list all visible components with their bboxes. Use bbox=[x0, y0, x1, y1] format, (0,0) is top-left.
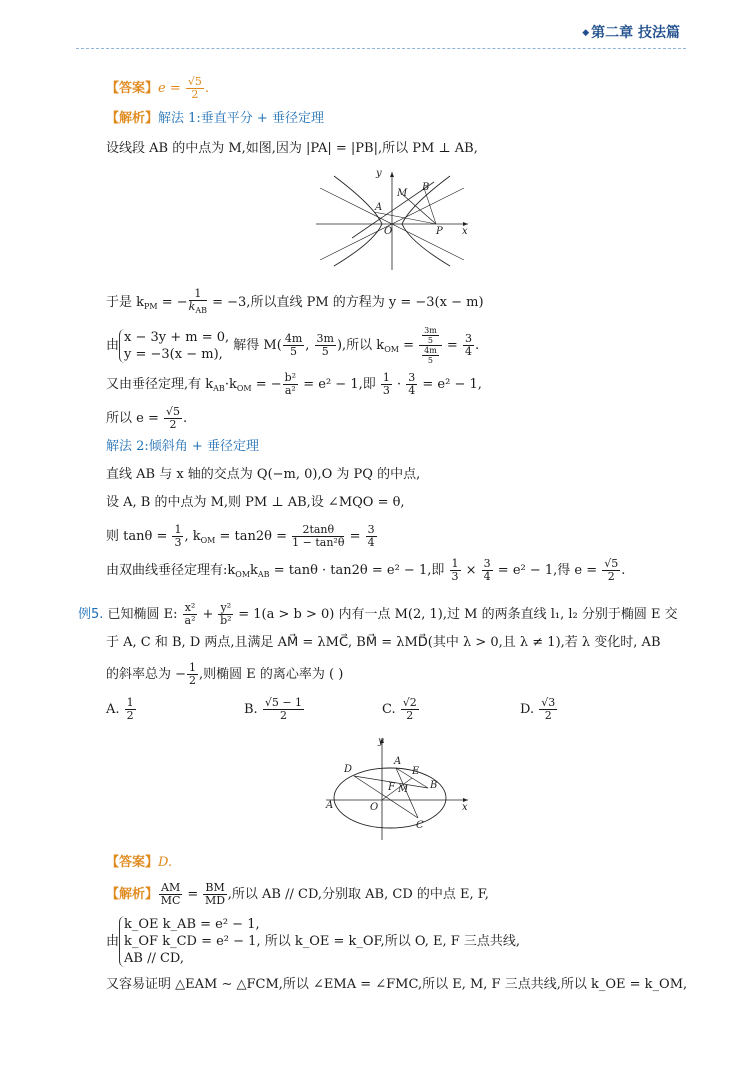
label-f: F bbox=[388, 782, 395, 793]
option-d: D. $\frac{√3}{2}$ bbox=[520, 696, 556, 722]
paragraph-6: 直线 AB 与 x 轴的交点为 Q(−m, 0),O 为 PQ 的中点, bbox=[106, 467, 421, 482]
paragraph-last: 又容易证明 △EAM ∼ △FCM,所以 ∠EMA = ∠FMC,所以 E, M, F 三点共线,所以 k_OE = k_OM, bbox=[106, 977, 688, 992]
label-a: A bbox=[394, 756, 402, 767]
example-label: 例5. bbox=[78, 607, 104, 622]
paragraph-8: 则 tanθ = $\frac{1}{3}$ , $k_{OM} = \tan 2\theta$ = $\frac{2\tan\theta}{\text{1 − tan²θ}}$ = $\frac{3}{4}$ bbox=[106, 523, 375, 549]
answer-1: 【答案】e = $\frac{√5}{2}$ . bbox=[106, 75, 210, 101]
label-b: B bbox=[430, 780, 438, 791]
hyperbola-figure bbox=[312, 166, 472, 272]
example-5-line-1: 例5. 已知椭圆 E: $\frac{\text{x²}}{\text{a²}}$ + $\frac{\text{y²}}{\text{b²}}$ = 1(a > b > 0) 内有一点 M(2, 1),过 M 的两条直线 l₁, l₂ 分别于椭圆 E 交 bbox=[78, 601, 678, 627]
answer-value: D. bbox=[158, 855, 173, 870]
paragraph-3: 由 x − 3y + m = 0, y = −3(x − m), 解得 M( $\frac{4m}{5}$ , $\frac{3m}{5}$ ),所以 $k_{OM}$ = $\frac{\frac{3m}{5}}{\frac{4m}{5}}$ = $\frac{3}{4}$ . bbox=[106, 326, 480, 365]
method-1-title: 解法 1:垂直平分 + 垂径定理 bbox=[158, 111, 324, 126]
diamond-icon: ◆ bbox=[582, 28, 590, 38]
header-divider bbox=[76, 48, 686, 49]
ellipse-e bbox=[334, 768, 446, 828]
answer-eq: e = bbox=[158, 81, 185, 96]
line-pa bbox=[374, 212, 436, 224]
analysis-tag: 【解析】 bbox=[106, 111, 159, 126]
option-b: B. $\frac{√5 - 1}{2}$ bbox=[244, 696, 303, 722]
example-5-line-3: 的斜率总为 − $\frac{1}{2}$ ,则椭圆 E 的离心率为 ( ) bbox=[106, 661, 344, 687]
label-b: B bbox=[422, 182, 430, 193]
analysis-tag: 【解析】 bbox=[106, 887, 159, 902]
label-x: x bbox=[462, 802, 468, 813]
label-o: O bbox=[370, 802, 379, 813]
paragraph-2: 于是 $k_{PM}$ = − $\frac{1}{k_{AB}}$ = −3,所以直线 PM 的方程为 y = −3(x − m) bbox=[106, 287, 484, 315]
option-a: A. $\frac{1}{2}$ bbox=[106, 696, 134, 722]
equation-system-1: x − 3y + m = 0, y = −3(x − m), bbox=[119, 329, 229, 363]
option-c: C. $\frac{√2}{2}$ bbox=[382, 696, 417, 722]
chapter-title: 第二章 技法篇 bbox=[591, 25, 680, 41]
analysis-1-heading bbox=[106, 110, 324, 128]
label-y: y bbox=[378, 736, 384, 747]
label-x: x bbox=[462, 226, 468, 237]
analysis-2: 【解析】 $\frac{AM}{MC}$ = $\frac{BM}{MD}$ ,所以 AB // CD,分别取 AB, CD 的中点 E, F, bbox=[106, 881, 489, 907]
label-p: P bbox=[436, 226, 443, 237]
chapter-header bbox=[582, 22, 680, 42]
label-o: O bbox=[384, 226, 393, 237]
label-a: A bbox=[375, 202, 383, 213]
paragraph-9: 由双曲线垂径定理有$:k_{OM}k_{AB} = \tan\theta \cdot \tan 2\theta = e^2 - 1$,即 $\frac{1}{3}$ × $\frac{3}{4}$ = e² − 1,得 e = $\frac{√5}{2}$ . bbox=[106, 557, 626, 583]
method-2-title: 解法 2:倾斜角 + 垂径定理 bbox=[106, 439, 259, 454]
label-m: M bbox=[397, 188, 408, 199]
paragraph-4: 又由垂径定理,有 $k_{AB}\cdot k_{OM}$ = − $\frac{\text{b²}}{\text{a²}}$ = e² − 1,即 $\frac{1}{3}$ · $\frac{3}{4}$ = e² − 1, bbox=[106, 371, 482, 397]
answer-frac: $\frac{√5}{2}$ bbox=[187, 75, 202, 101]
answer-tag: 【答案】 bbox=[106, 855, 159, 870]
equation-system-2: k_OE k_AB = e² − 1, k_OF k_CD = e² − 1, AB // CD, bbox=[119, 916, 261, 967]
label-y: y bbox=[376, 168, 382, 179]
paragraph-7: 设 A, B 的中点为 M,则 PM ⊥ AB,设 ∠MQO = θ, bbox=[106, 495, 405, 510]
label-a-vertex: A bbox=[326, 800, 334, 811]
answer-2 bbox=[106, 854, 172, 872]
label-e: E bbox=[412, 766, 420, 777]
label-c: C bbox=[416, 820, 424, 831]
ellipse-figure bbox=[322, 734, 472, 842]
label-d: D bbox=[344, 764, 353, 775]
answer-tag: 【答案】 bbox=[106, 81, 159, 96]
paragraph-1: 设线段 AB 的中点为 M,如图,因为 |PA| = |PB|,所以 PM ⊥ AB, bbox=[106, 141, 478, 156]
example-5-line-2: 于 A, C 和 B, D 两点,且满足 AM⃗ = λMC⃗, BM⃗ = λMD⃗(其中 λ > 0,且 λ ≠ 1),若 λ 变化时, AB bbox=[106, 635, 661, 650]
paragraph-system: 由 k_OE k_AB = e² − 1, k_OF k_CD = e² − 1, AB // CD, 所以 k_OE = k_OF,所以 O, E, F 三点共线, bbox=[106, 917, 521, 966]
label-m: M bbox=[398, 784, 409, 795]
hyperbola-left-branch bbox=[334, 176, 382, 266]
paragraph-5: 所以 e = $\frac{√5}{2}$ . bbox=[106, 405, 188, 431]
